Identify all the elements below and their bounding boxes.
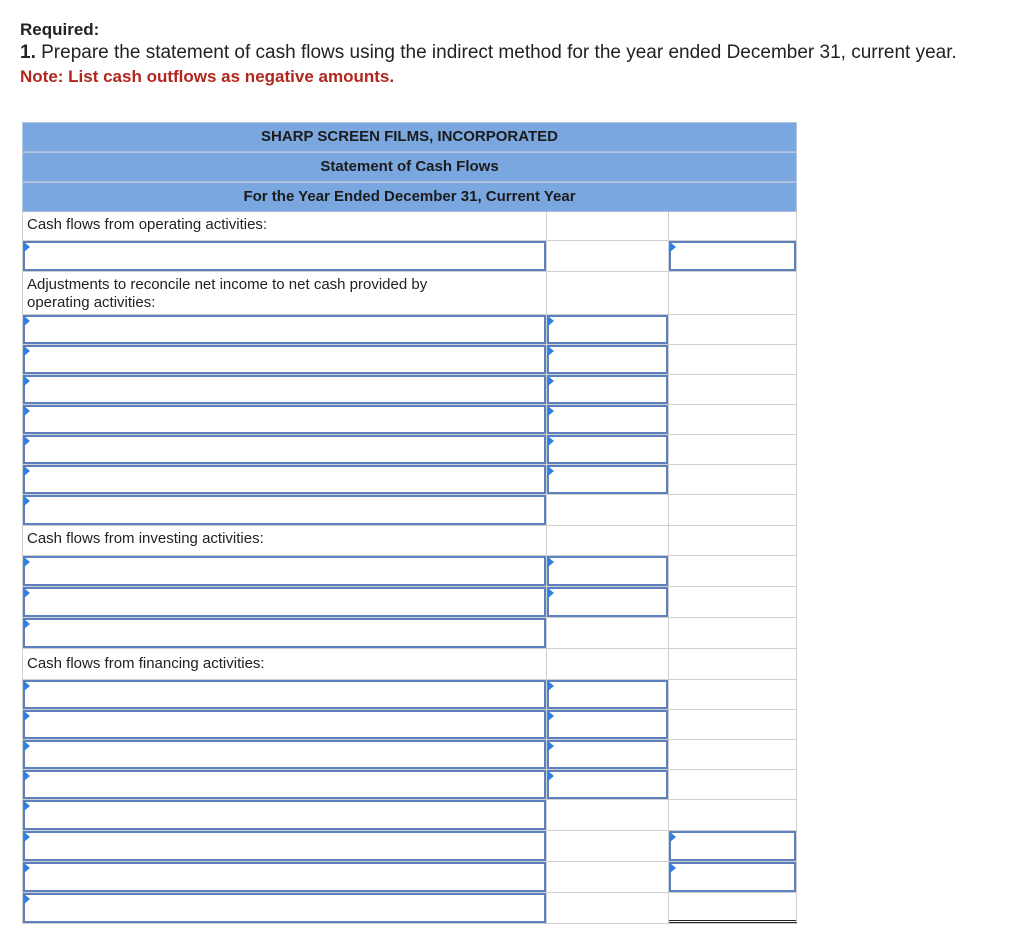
required-number: 1. [20, 42, 36, 63]
table-row [22, 405, 797, 435]
beginning-cash-amount-input[interactable] [669, 862, 796, 892]
section-adjustments-label: Adjustments to reconcile net income to net cash provided by operating activities: [27, 276, 428, 311]
table-row [22, 465, 797, 495]
beginning-cash-label-input[interactable] [23, 862, 546, 892]
adjustment-amount-input[interactable] [547, 435, 668, 464]
adjustment-label-input[interactable] [23, 375, 546, 404]
financing-amount-input[interactable] [547, 680, 668, 709]
investing-label-input[interactable] [23, 587, 546, 617]
investing-amount-input[interactable] [547, 587, 668, 617]
operating-line-input[interactable] [23, 241, 546, 271]
financing-amount-input[interactable] [547, 710, 668, 739]
table-row [22, 800, 797, 831]
table-row [22, 893, 797, 924]
table-row [22, 526, 797, 556]
adjustment-label-input[interactable] [23, 435, 546, 464]
section-operating-label: Cash flows from operating activities: [27, 216, 268, 233]
net-change-label-input[interactable] [23, 831, 546, 861]
ending-cash-label-input[interactable] [23, 893, 546, 923]
table-row [22, 212, 797, 241]
investing-amount-input[interactable] [547, 556, 668, 586]
adjustment-label-input[interactable] [23, 315, 546, 344]
adjustment-label-input[interactable] [23, 405, 546, 434]
table-row [22, 272, 797, 315]
table-row [22, 831, 797, 862]
investing-net-label-input[interactable] [23, 618, 546, 648]
adjustment-amount-input[interactable] [547, 375, 668, 404]
table-row [22, 345, 797, 375]
table-row [22, 680, 797, 710]
financing-label-input[interactable] [23, 710, 546, 739]
table-row [22, 556, 797, 587]
adjustment-amount-input[interactable] [547, 465, 668, 494]
table-row [22, 740, 797, 770]
section-financing-label: Cash flows from financing activities: [27, 655, 265, 672]
statement-period: For the Year Ended December 31, Current Year [22, 182, 797, 212]
adjustment-label-input[interactable] [23, 345, 546, 374]
table-row [22, 241, 797, 272]
table-row [22, 315, 797, 345]
required-text [20, 42, 957, 64]
table-row [22, 375, 797, 405]
operating-total-input[interactable] [669, 241, 796, 271]
adjustment-amount-input[interactable] [547, 315, 668, 344]
note-text: Note: List cash outflows as negative amounts. [20, 67, 395, 86]
adjustment-label-input[interactable] [23, 465, 546, 494]
statement-title: Statement of Cash Flows [22, 152, 797, 182]
financing-net-label-input[interactable] [23, 800, 546, 830]
ending-cash-amount-cell[interactable] [669, 893, 797, 923]
adjustment-amount-input[interactable] [547, 345, 668, 374]
cash-flow-worksheet [22, 122, 797, 924]
table-row [22, 770, 797, 800]
table-row [22, 587, 797, 618]
net-change-amount-input[interactable] [669, 831, 796, 861]
table-row [22, 435, 797, 465]
investing-label-input[interactable] [23, 556, 546, 586]
table-row [22, 618, 797, 649]
section-investing-label: Cash flows from investing activities: [27, 530, 264, 547]
table-row [22, 862, 797, 893]
company-name: SHARP SCREEN FILMS, INCORPORATED [22, 122, 797, 152]
required-instruction: Prepare the statement of cash flows using the indirect method for the year ended December 31, current year. [35, 42, 957, 63]
financing-label-input[interactable] [23, 680, 546, 709]
financing-label-input[interactable] [23, 740, 546, 769]
financing-label-input[interactable] [23, 770, 546, 799]
table-row [22, 710, 797, 740]
table-row [22, 495, 797, 526]
operating-net-label-input[interactable] [23, 495, 546, 525]
financing-amount-input[interactable] [547, 770, 668, 799]
table-row [22, 649, 797, 680]
required-label: Required: [20, 20, 100, 39]
financing-amount-input[interactable] [547, 740, 668, 769]
adjustment-amount-input[interactable] [547, 405, 668, 434]
